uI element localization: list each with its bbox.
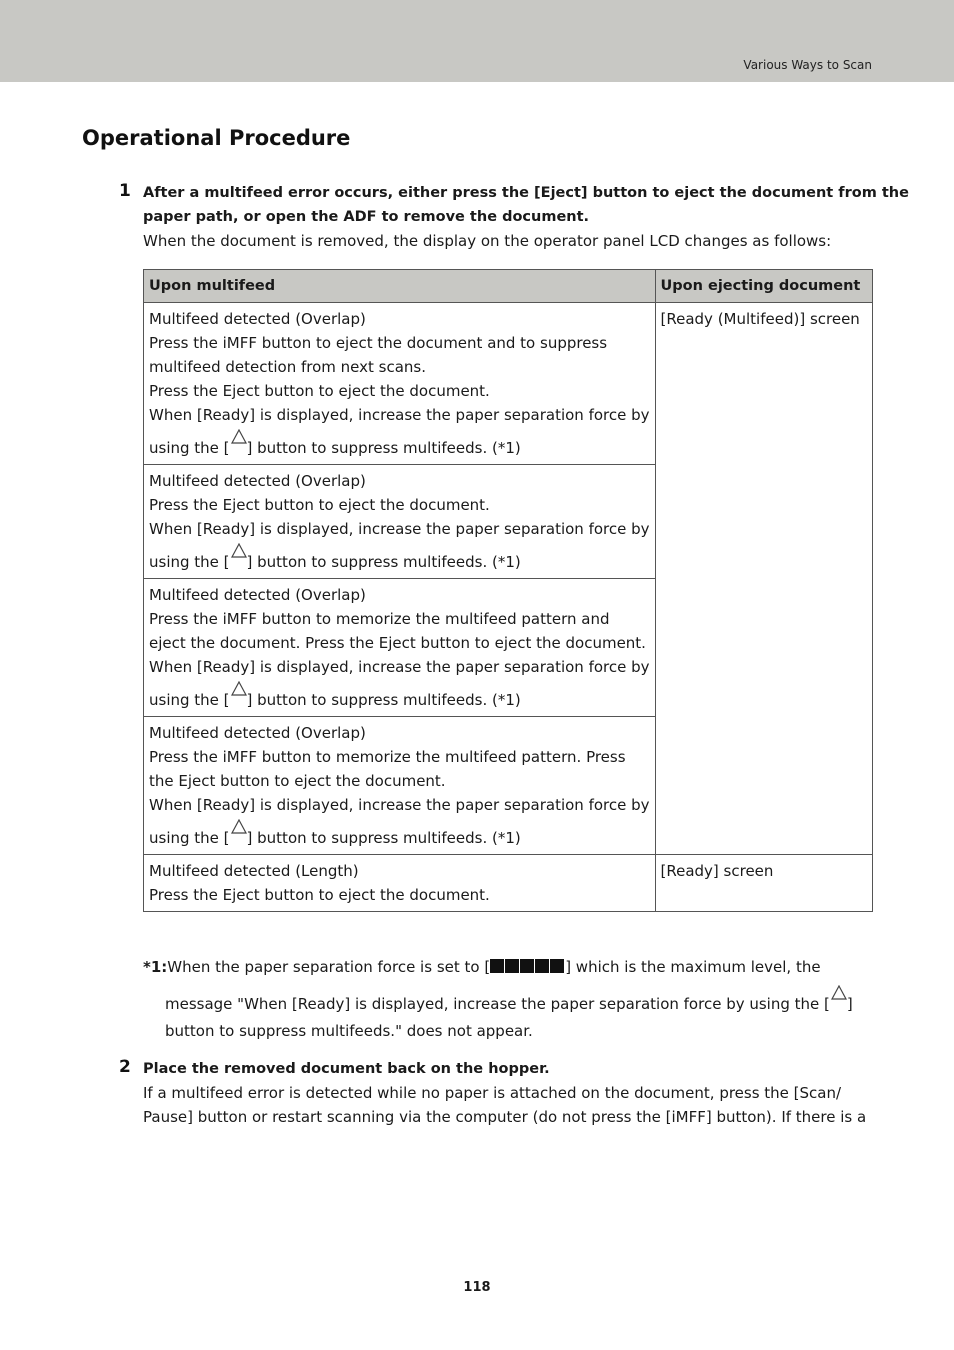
step-1-instruction: [143, 181, 909, 229]
cell-line: [149, 435, 650, 460]
footnote-text: message "When [Ready] is displayed, increase the paper separation force by using the [: [165, 995, 830, 1013]
level-block: [490, 959, 504, 973]
level-block: [505, 959, 519, 973]
cell-text: using the [: [149, 829, 230, 847]
cell-text: ] button to suppress multifeeds. (*1): [246, 829, 521, 847]
cell-line: multifeed detection from next scans.: [149, 358, 426, 376]
step-2-line-1: If a multifeed error is detected while no paper is attached on the document, press the [Scan/: [143, 1084, 842, 1102]
footnote-line-2: [165, 991, 865, 1016]
level-block: [520, 959, 534, 973]
step-1-bold-line-1: After a multifeed error occurs, either press the [Eject] button to eject the document from the: [143, 185, 909, 201]
cell-line: eject the document. Press the Eject button to eject the document.: [149, 634, 646, 652]
step-2-number: 2: [119, 1057, 131, 1077]
footnote-line-3: button to suppress multifeeds." does not appear.: [165, 1022, 533, 1040]
level-block: [535, 959, 549, 973]
cell-line: Multifeed detected (Overlap): [149, 586, 366, 604]
step-2-instruction: Place the removed document back on the hopper.: [143, 1061, 550, 1077]
cell-line: When [Ready] is displayed, increase the paper separation force by: [149, 520, 650, 538]
cell-line: Press the Eject button to eject the document.: [149, 382, 490, 400]
multifeed-cell-length: [144, 855, 656, 912]
cell-line: the Eject button to eject the document.: [149, 772, 446, 790]
cell-line: Multifeed detected (Length): [149, 862, 359, 880]
section-title: Operational Procedure: [82, 126, 351, 150]
up-triangle-icon: [830, 991, 847, 1011]
level-block: [550, 959, 564, 973]
step-1-description: When the document is removed, the display on the operator panel LCD changes as follows:: [143, 232, 832, 250]
footnote-line-1: [143, 955, 873, 979]
cell-line: Multifeed detected (Overlap): [149, 724, 366, 742]
cell-line: When [Ready] is displayed, increase the paper separation force by: [149, 796, 650, 814]
multifeed-cell: [144, 717, 656, 855]
cell-line: Press the iMFF button to memorize the multifeed pattern. Press: [149, 748, 626, 766]
step-1-bold-line-2: paper path, or open the ADF to remove the document.: [143, 209, 590, 225]
lcd-display-table: [143, 269, 873, 912]
up-triangle-icon: [230, 687, 247, 707]
up-triangle-icon: [230, 435, 247, 455]
cell-line: When [Ready] is displayed, increase the paper separation force by: [149, 406, 650, 424]
cell-text: using the [: [149, 553, 230, 571]
cell-line: [149, 687, 650, 712]
page-header: [0, 0, 954, 82]
footnote-marker: *1:: [143, 958, 168, 976]
up-triangle-icon: [230, 549, 247, 569]
separation-level-indicator: [490, 958, 565, 976]
cell-text: using the [: [149, 691, 230, 709]
eject-cell-ready-multifeed: [Ready (Multifeed)] screen: [655, 303, 872, 855]
eject-cell-ready: [Ready] screen: [655, 855, 872, 912]
step-1-number: 1: [119, 181, 131, 201]
table-row: [144, 303, 873, 465]
multifeed-cell: [144, 465, 656, 579]
cell-line: When [Ready] is displayed, increase the paper separation force by: [149, 658, 650, 676]
cell-text: ] button to suppress multifeeds. (*1): [246, 691, 521, 709]
header-upon-ejecting: Upon ejecting document: [655, 270, 872, 303]
cell-text: ] button to suppress multifeeds. (*1): [246, 439, 521, 457]
cell-line: Press the Eject button to eject the document.: [149, 886, 490, 904]
cell-line: Press the iMFF button to memorize the multifeed pattern and: [149, 610, 610, 628]
cell-line: Multifeed detected (Overlap): [149, 472, 366, 490]
cell-line: Press the iMFF button to eject the document and to suppress: [149, 334, 608, 352]
footnote-text: When the paper separation force is set to [: [167, 958, 491, 976]
multifeed-cell: [144, 303, 656, 465]
header-upon-multifeed: Upon multifeed: [144, 270, 656, 303]
cell-line: Multifeed detected (Overlap): [149, 310, 366, 328]
footnote-text: ]: [846, 995, 853, 1013]
cell-line: Press the Eject button to eject the document.: [149, 496, 490, 514]
cell-line: [149, 549, 650, 574]
cell-text: using the [: [149, 439, 230, 457]
table-header-row: [144, 270, 873, 303]
table-row: [144, 855, 873, 912]
step-2-line-2: Pause] button or restart scanning via the computer (do not press the [iMFF] button). If there is a: [143, 1108, 867, 1126]
page-number: 118: [463, 1280, 491, 1295]
cell-line: [149, 825, 650, 850]
step-2-description: [143, 1081, 873, 1129]
footnote-text: ] which is the maximum level, the: [565, 958, 821, 976]
multifeed-cell: [144, 579, 656, 717]
cell-text: ] button to suppress multifeeds. (*1): [246, 553, 521, 571]
up-triangle-icon: [230, 825, 247, 845]
header-section-title: Various Ways to Scan: [743, 58, 872, 72]
